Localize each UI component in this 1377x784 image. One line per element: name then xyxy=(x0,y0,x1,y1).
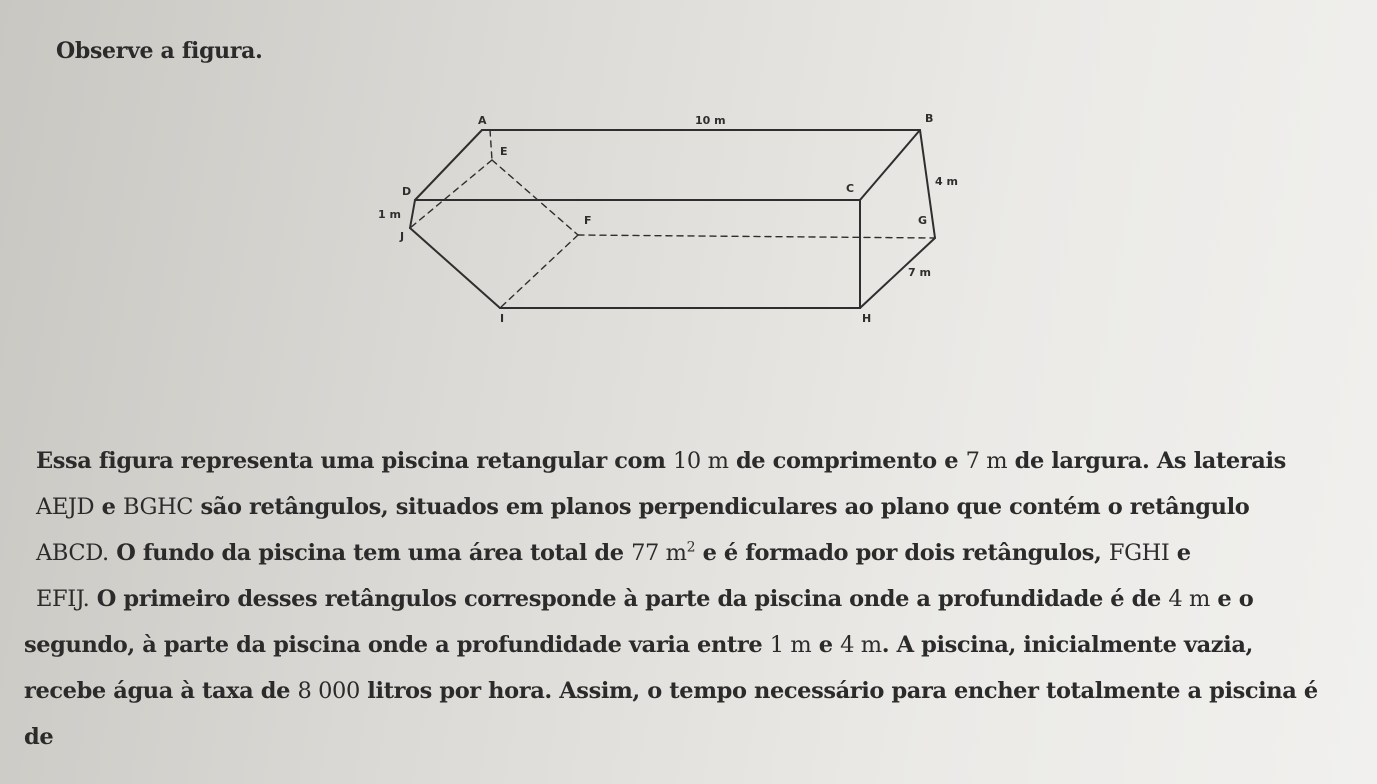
math-fghi: FGHI xyxy=(1108,540,1170,566)
text-segment: O fundo da piscina tem uma área total de xyxy=(108,540,632,566)
edge-ji xyxy=(410,228,500,308)
text-segment: e xyxy=(1169,540,1191,566)
text-segment: . A piscina, inicialmente vazia, xyxy=(881,632,1253,658)
problem-line-5 xyxy=(24,622,1354,668)
pool-figure xyxy=(370,100,990,340)
edge-ef xyxy=(492,160,578,235)
edge-fi xyxy=(500,235,578,308)
problem-line-6 xyxy=(24,668,1354,714)
math-area-exponent: 2 xyxy=(686,539,696,556)
label-i: I xyxy=(500,312,505,325)
text-segment: segundo, à parte da piscina onde a profundidade varia entre xyxy=(24,632,770,658)
text-segment: Essa figura representa uma piscina retangular com xyxy=(36,448,673,474)
math-area xyxy=(631,540,695,566)
dim-deep: 7 m xyxy=(908,266,931,279)
math-depth-4b: 4 m xyxy=(840,632,882,658)
dim-shallow: 1 m xyxy=(378,208,401,221)
problem-line-7: de xyxy=(24,724,54,750)
math-bghc: BGHC xyxy=(122,494,194,520)
dim-width: 4 m xyxy=(935,175,958,188)
edge-bc xyxy=(860,130,920,200)
pool-diagram xyxy=(370,100,990,340)
math-aejd: AEJD xyxy=(36,494,95,520)
intro-text: Observe a figura. xyxy=(56,38,263,64)
math-efij: EFIJ. xyxy=(36,586,90,612)
label-f: F xyxy=(584,214,592,227)
text-segment: são retângulos, situados em planos perpendiculares ao plano que contém o retângulo xyxy=(193,494,1250,520)
label-j: J xyxy=(400,230,405,243)
label-g: G xyxy=(918,214,928,227)
text-segment: O primeiro desses retângulos corresponde à parte da piscina onde a profundidade é de xyxy=(89,586,1169,612)
label-b: B xyxy=(925,112,934,125)
text-segment: de largura. As laterais xyxy=(1007,448,1286,474)
label-c: C xyxy=(846,182,855,195)
text-segment: e xyxy=(811,632,841,658)
label-a: A xyxy=(478,114,487,127)
math-area-value: 77 m xyxy=(631,540,687,566)
math-rate: 8 000 xyxy=(297,678,360,704)
problem-line-2 xyxy=(24,484,1354,530)
edge-ej xyxy=(410,160,492,228)
math-length: 10 m xyxy=(673,448,729,474)
math-abcd: ABCD. xyxy=(36,540,109,566)
label-h: H xyxy=(862,312,872,325)
edge-ae xyxy=(490,130,492,160)
text-segment: e xyxy=(94,494,123,520)
text-segment: e o xyxy=(1209,586,1254,612)
problem-line-4 xyxy=(24,576,1354,622)
math-width: 7 m xyxy=(965,448,1008,474)
text-segment: litros por hora. Assim, o tempo necessário para encher totalmente a piscina é xyxy=(359,678,1318,704)
math-depth-4: 4 m xyxy=(1168,586,1210,612)
label-d: D xyxy=(402,185,412,198)
label-e: E xyxy=(500,145,508,158)
edge-ad xyxy=(415,130,482,200)
text-segment: de comprimento e xyxy=(728,448,966,474)
edge-fg xyxy=(578,235,935,238)
problem-line-1 xyxy=(24,438,1354,484)
text-segment: recebe água à taxa de xyxy=(24,678,298,704)
math-depth-1: 1 m xyxy=(769,632,812,658)
text-segment: e é formado por dois retângulos, xyxy=(695,540,1109,566)
problem-text xyxy=(24,438,1354,760)
dim-length: 10 m xyxy=(695,114,726,127)
problem-line-3 xyxy=(24,530,1354,576)
